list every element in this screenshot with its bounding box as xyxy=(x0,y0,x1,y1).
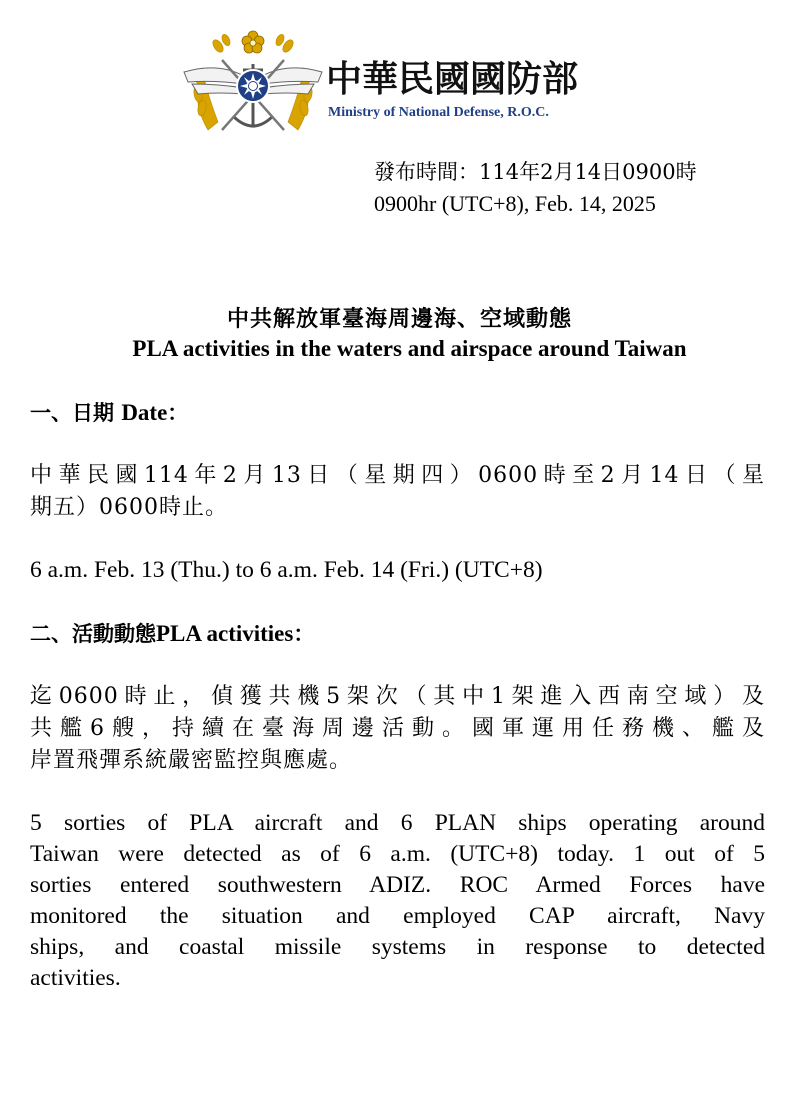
page-title-zh: 中共解放軍臺海周邊海、空域動態 xyxy=(226,306,572,332)
section-activities-heading-colon: ： xyxy=(293,621,315,646)
text-line: 5 sorties of PLA aircraft and 6 PLAN ships operating around xyxy=(30,810,765,836)
section-activities-text-en xyxy=(30,808,765,994)
text-line: monitored the situation and employed CAP aircraft, Navy xyxy=(30,903,765,929)
text-line: Taiwan were detected as of 6 a.m. (UTC+8) today. 1 out of 5 xyxy=(30,841,765,867)
text-line: 中華民國114年2月13日（星期四）0600時至2月14日（星 xyxy=(30,463,765,488)
text-line: 共艦6艘，持續在臺海周邊活動。國軍運用任務機、艦及 xyxy=(30,716,765,741)
org-name-zh: 中華民國國防部 xyxy=(326,59,579,100)
section-activities-heading-en: PLA activities xyxy=(156,621,294,646)
section-activities-text-zh xyxy=(30,681,765,777)
section-date-text-en xyxy=(30,555,765,586)
text-line: 6 a.m. Feb. 13 (Thu.) to 6 a.m. Feb. 14 (Fri.) (UTC+8) xyxy=(30,557,543,583)
text-line: sorties entered southwestern ADIZ. ROC Armed Forces have xyxy=(30,872,765,898)
org-name-en: Ministry of National Defense, R.O.C. xyxy=(328,105,549,120)
section-date-heading-colon: ： xyxy=(167,400,189,425)
text-line: ships, and coastal missile systems in response to detected xyxy=(30,934,765,960)
section-date-heading-en: Date xyxy=(121,400,168,425)
section-date-heading-zh: 一、日期 xyxy=(30,400,114,425)
mnd-emblem-icon xyxy=(178,30,328,140)
section-activities-heading-zh: 二、活動動態 xyxy=(30,621,156,646)
text-line: activities. xyxy=(30,965,121,991)
section-date-heading xyxy=(30,398,188,428)
text-line: 期五）0600時止。 xyxy=(30,495,228,520)
text-line: 迄0600時止，偵獲共機5架次（其中1架進入西南空域）及 xyxy=(30,684,765,709)
section-date-text-zh xyxy=(30,460,765,524)
release-time-zh: 發布時間：114年2月14日0900時 xyxy=(374,160,697,184)
release-time-en: 0900hr (UTC+8), Feb. 14, 2025 xyxy=(374,191,656,216)
page-title-en: PLA activities in the waters and airspace around Taiwan xyxy=(132,336,687,361)
section-activities-heading xyxy=(30,619,314,649)
text-line: 岸置飛彈系統嚴密監控與應處。 xyxy=(30,748,353,773)
